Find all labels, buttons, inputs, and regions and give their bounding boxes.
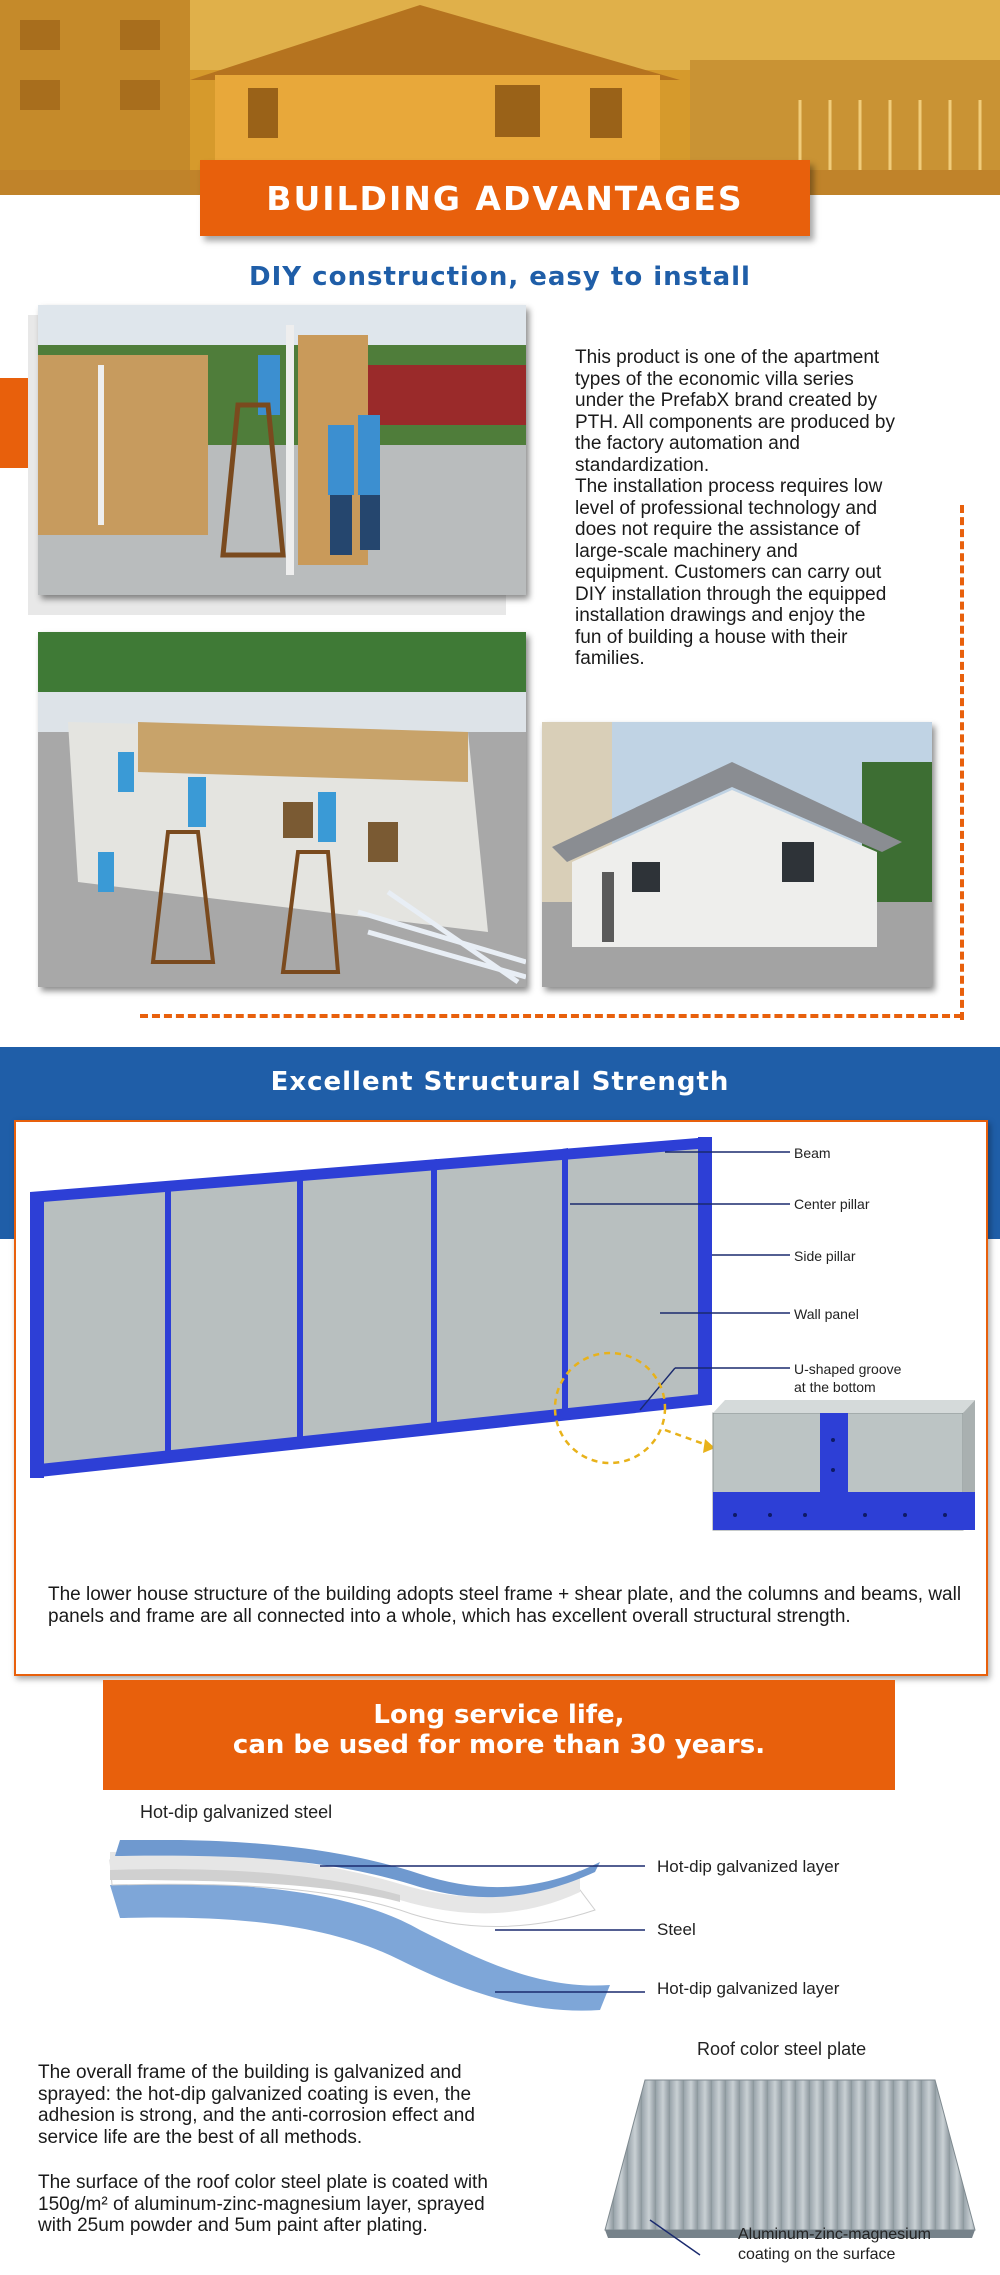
photo-workers-installing-panels [38,305,526,595]
page-title: BUILDING ADVANTAGES [266,178,744,218]
label-u-groove-line2: at the bottom [794,1379,876,1395]
label-layer-bottom: Hot-dip galvanized layer [657,1979,840,1998]
side-pillar-right [698,1137,712,1405]
roof-caption-line1: Aluminum-zinc-magnesium [738,2226,931,2243]
orange-dashed-frame-vertical [960,505,964,1020]
label-wall-panel: Wall panel [794,1306,859,1322]
roof-caption-line2: coating on the surface [738,2246,896,2263]
galvanized-layers-diagram [100,1840,660,2040]
photo-finished-house [542,722,932,987]
orange-dashed-frame-horizontal [140,1014,962,1018]
section3-para2: The surface of the roof color steel plate is coated with 150g/m² of aluminum-zinc-magnesium layer, sprayed with 25um powder and 5um paint after plating. [38,2172,488,2236]
section2-title: Excellent Structural Strength [270,1067,730,1097]
label-beam: Beam [794,1145,831,1161]
steel-heading: Hot-dip galvanized steel [140,1802,333,1822]
roof-heading: Roof color steel plate [697,2039,867,2059]
side-pillar-left [30,1192,44,1478]
label-side-pillar: Side pillar [794,1248,856,1264]
section3-title-line2: can be used for more than 30 years. [232,1730,766,1760]
page-title-banner [200,160,810,236]
section2-description: The lower house structure of the building adopts steel frame + shear plate, and the columns and beams, wall panels and frame are all connected into a whole, which has excellent overall structural strength. [48,1584,962,1627]
section1-description: This product is one of the apartment types of the economic villa series under the PrefabX brand created by PTH. All components are produced by the factory automation and standardization. The installation process requires low level of professional technology and does not require the assistance of large-scale machinery and equipment. Customers can carry out DIY installation through the equipped installation drawings and enjoy the fun of building a house with their families. [575,347,896,669]
label-center-pillar: Center pillar [794,1196,870,1212]
section3-title-line1: Long service life, [373,1700,625,1730]
section3-para1: The overall frame of the building is galvanized and sprayed: the hot-dip galvanized coating is even, the adhesion is strong, and the anti-corrosion effect and service life are the best of all methods. [38,2062,475,2148]
label-layer-steel: Steel [657,1920,696,1939]
photo-workers-on-ladders [38,632,526,987]
label-layer-top: Hot-dip galvanized layer [657,1857,840,1876]
section1-subtitle: DIY construction, easy to install [249,262,751,292]
u-groove-detail [713,1400,975,1530]
label-u-groove-line1: U-shaped groove [794,1361,902,1377]
